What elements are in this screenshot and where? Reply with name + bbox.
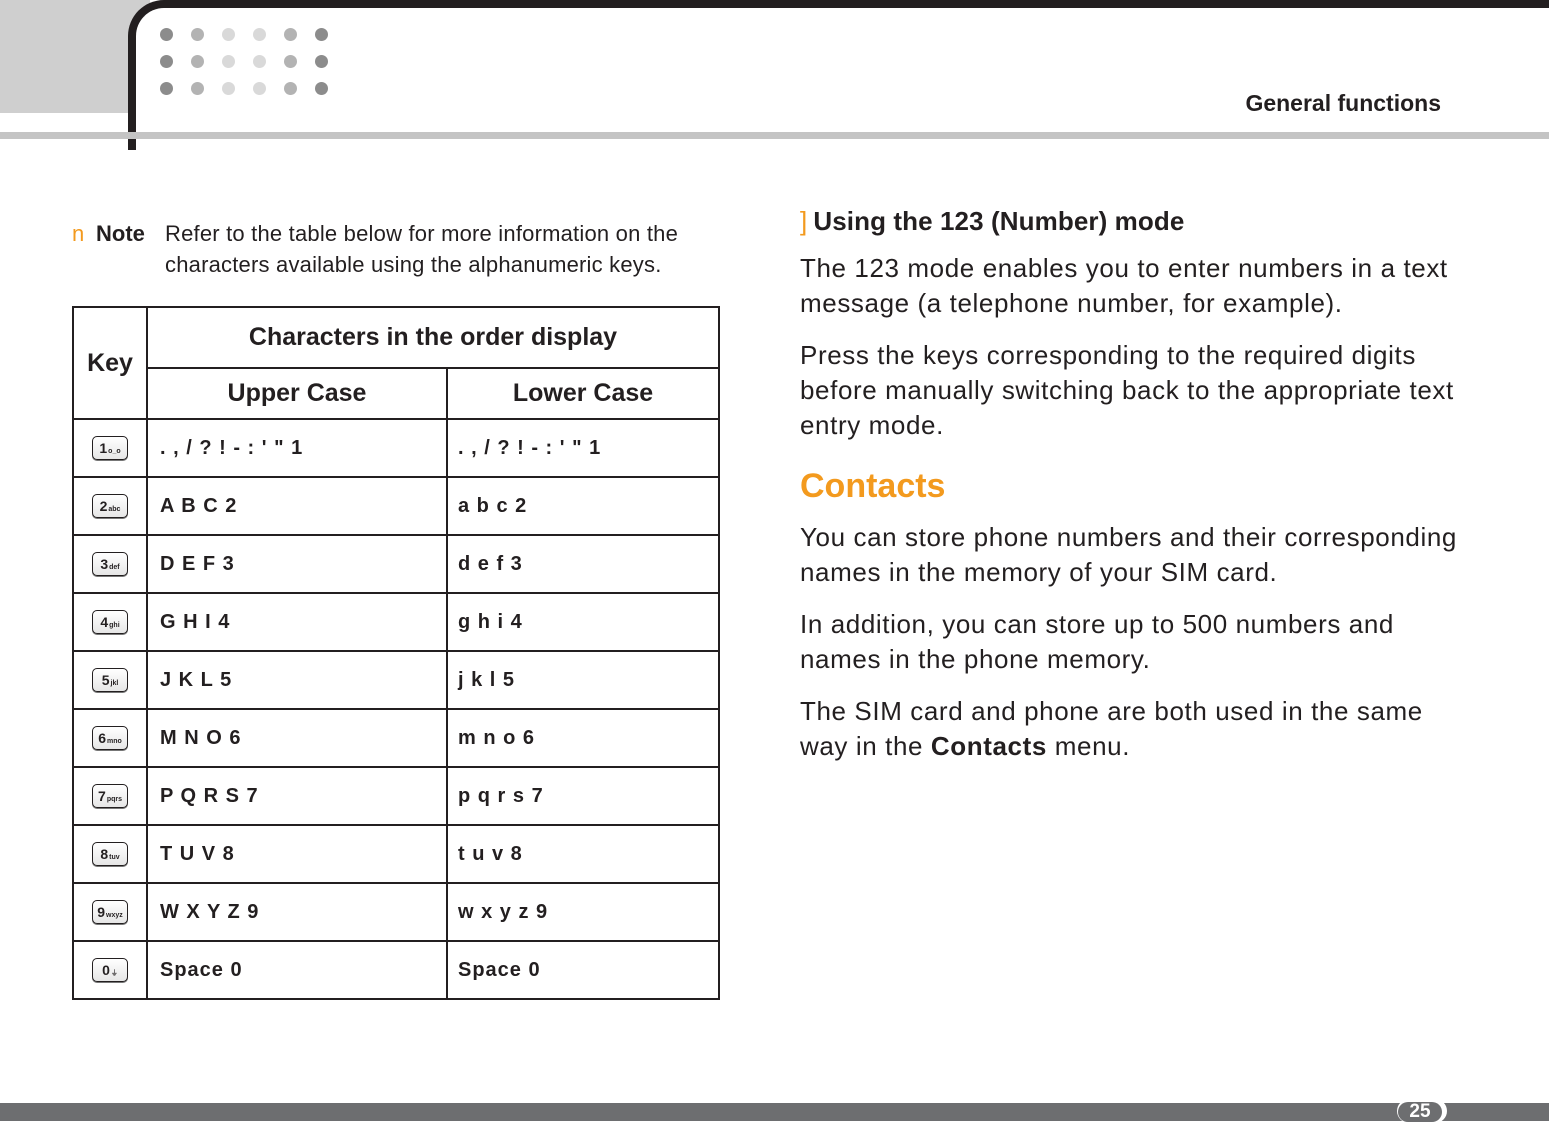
table-row bbox=[73, 419, 719, 477]
key-letters: abc bbox=[108, 506, 121, 513]
key-digit: 1 bbox=[99, 440, 108, 456]
key-column-header: Key bbox=[73, 307, 147, 419]
paragraph: Press the keys corresponding to the required digits before manually switching back to the appropriate text entry mode. bbox=[800, 340, 1454, 440]
key-8-icon bbox=[92, 842, 128, 866]
upper-case-cell: D E F 3 bbox=[147, 535, 447, 593]
key-5-icon bbox=[92, 668, 128, 692]
decorative-dot bbox=[191, 55, 204, 68]
decorative-dot bbox=[191, 28, 204, 41]
decorative-dot bbox=[315, 28, 328, 41]
upper-case-cell: . , / ? ! - : ' " 1 bbox=[147, 419, 447, 477]
upper-case-cell: P Q R S 7 bbox=[147, 767, 447, 825]
key-cell bbox=[73, 477, 147, 535]
lower-case-cell: j k l 5 bbox=[447, 651, 719, 709]
key-letters: tuv bbox=[109, 854, 120, 861]
section-title: General functions bbox=[1245, 90, 1441, 116]
key-digit: 8 bbox=[100, 846, 109, 862]
key-digit: 3 bbox=[100, 556, 109, 572]
upper-case-cell: A B C 2 bbox=[147, 477, 447, 535]
right-column bbox=[800, 206, 1460, 781]
header-frame bbox=[128, 0, 1549, 150]
table-row bbox=[73, 825, 719, 883]
key-letters: ⏚ bbox=[110, 970, 118, 977]
key-cell bbox=[73, 419, 147, 477]
decorative-dot bbox=[315, 82, 328, 95]
key-letters: ghi bbox=[109, 622, 120, 629]
key-9-icon bbox=[92, 900, 128, 924]
lower-case-cell: . , / ? ! - : ' " 1 bbox=[447, 419, 719, 477]
key-letters: jkl bbox=[110, 680, 119, 687]
decorative-dot bbox=[253, 55, 266, 68]
key-cell bbox=[73, 593, 147, 651]
upper-case-header: Upper Case bbox=[147, 368, 447, 419]
upper-case-cell: G H I 4 bbox=[147, 593, 447, 651]
note bbox=[72, 218, 722, 280]
characters-header: Characters in the order display bbox=[147, 307, 719, 368]
paragraph: The 123 mode enables you to enter numbers in a text message (a telephone number, for example). bbox=[800, 253, 1448, 318]
key-digit: 2 bbox=[99, 498, 108, 514]
lower-case-cell: Space 0 bbox=[447, 941, 719, 999]
key-digit: 0 bbox=[102, 962, 110, 978]
key-character-table bbox=[72, 306, 720, 1000]
footer-bar bbox=[0, 1103, 1549, 1121]
key-cell bbox=[73, 767, 147, 825]
lower-case-cell: t u v 8 bbox=[447, 825, 719, 883]
contacts-title: Contacts bbox=[800, 467, 946, 505]
number-mode-heading bbox=[800, 206, 1460, 237]
table-row bbox=[73, 477, 719, 535]
decorative-dot bbox=[284, 82, 297, 95]
decorative-dot bbox=[222, 28, 235, 41]
key-letters: wxyz bbox=[106, 912, 123, 919]
lower-case-cell: m n o 6 bbox=[447, 709, 719, 767]
lower-case-header: Lower Case bbox=[447, 368, 719, 419]
key-digit: 5 bbox=[101, 672, 110, 688]
number-mode-heading-text: Using the 123 (Number) mode bbox=[813, 206, 1185, 236]
table-row bbox=[73, 651, 719, 709]
upper-case-cell: M N O 6 bbox=[147, 709, 447, 767]
lower-case-cell: a b c 2 bbox=[447, 477, 719, 535]
note-text: Refer to the table below for more information on the characters available using the alphanumeric keys. bbox=[165, 221, 679, 277]
decorative-dot bbox=[284, 55, 297, 68]
decorative-dot bbox=[222, 82, 235, 95]
decorative-dot bbox=[222, 55, 235, 68]
key-cell bbox=[73, 825, 147, 883]
paragraph-text: menu. bbox=[1046, 731, 1131, 761]
decorative-dot bbox=[160, 55, 173, 68]
key-0-icon bbox=[92, 958, 128, 982]
key-digit: 4 bbox=[100, 614, 109, 630]
table-row bbox=[73, 941, 719, 999]
decorative-dot bbox=[160, 28, 173, 41]
header-rule bbox=[0, 132, 1549, 139]
key-cell bbox=[73, 651, 147, 709]
decorative-dot bbox=[253, 82, 266, 95]
heading-marker: ] bbox=[800, 206, 808, 236]
table-row bbox=[73, 535, 719, 593]
decorative-dot bbox=[284, 28, 297, 41]
paragraph: You can store phone numbers and their corresponding names in the memory of your SIM card. bbox=[800, 522, 1457, 587]
upper-case-cell: T U V 8 bbox=[147, 825, 447, 883]
decorative-dot bbox=[160, 82, 173, 95]
upper-case-cell: J K L 5 bbox=[147, 651, 447, 709]
key-cell bbox=[73, 709, 147, 767]
lower-case-cell: g h i 4 bbox=[447, 593, 719, 651]
paragraph: In addition, you can store up to 500 numbers and names in the phone memory. bbox=[800, 609, 1394, 674]
decorative-dot bbox=[315, 55, 328, 68]
decorative-dot bbox=[253, 28, 266, 41]
key-digit: 6 bbox=[98, 730, 106, 746]
lower-case-cell: w x y z 9 bbox=[447, 883, 719, 941]
key-4-icon bbox=[92, 610, 128, 634]
paragraph-text: The SIM card and phone are both used in the same way in the bbox=[800, 696, 1423, 761]
key-cell bbox=[73, 883, 147, 941]
key-letters: def bbox=[109, 564, 120, 571]
table-row bbox=[73, 709, 719, 767]
paragraph bbox=[800, 694, 1460, 764]
table-row bbox=[73, 883, 719, 941]
contacts-menu-name: Contacts bbox=[930, 731, 1047, 761]
upper-case-cell: W X Y Z 9 bbox=[147, 883, 447, 941]
key-letters: pqrs bbox=[106, 796, 122, 803]
key-6-icon bbox=[92, 726, 128, 750]
key-3-icon bbox=[92, 552, 128, 576]
decorative-dot bbox=[191, 82, 204, 95]
key-1-icon bbox=[92, 436, 128, 460]
key-digit: 7 bbox=[98, 788, 106, 804]
key-digit: 9 bbox=[97, 904, 106, 920]
key-cell bbox=[73, 535, 147, 593]
lower-case-cell: p q r s 7 bbox=[447, 767, 719, 825]
upper-case-cell: Space 0 bbox=[147, 941, 447, 999]
key-letters: mno bbox=[107, 738, 122, 745]
note-label: Note bbox=[96, 221, 145, 246]
note-bullet: n bbox=[72, 221, 85, 246]
key-letters: o_o bbox=[108, 448, 121, 455]
lower-case-cell: d e f 3 bbox=[447, 535, 719, 593]
page-number: 25 bbox=[1398, 1102, 1442, 1122]
table-row bbox=[73, 767, 719, 825]
key-cell bbox=[73, 941, 147, 999]
key-7-icon bbox=[92, 784, 128, 808]
key-2-icon bbox=[92, 494, 128, 518]
table-row bbox=[73, 593, 719, 651]
